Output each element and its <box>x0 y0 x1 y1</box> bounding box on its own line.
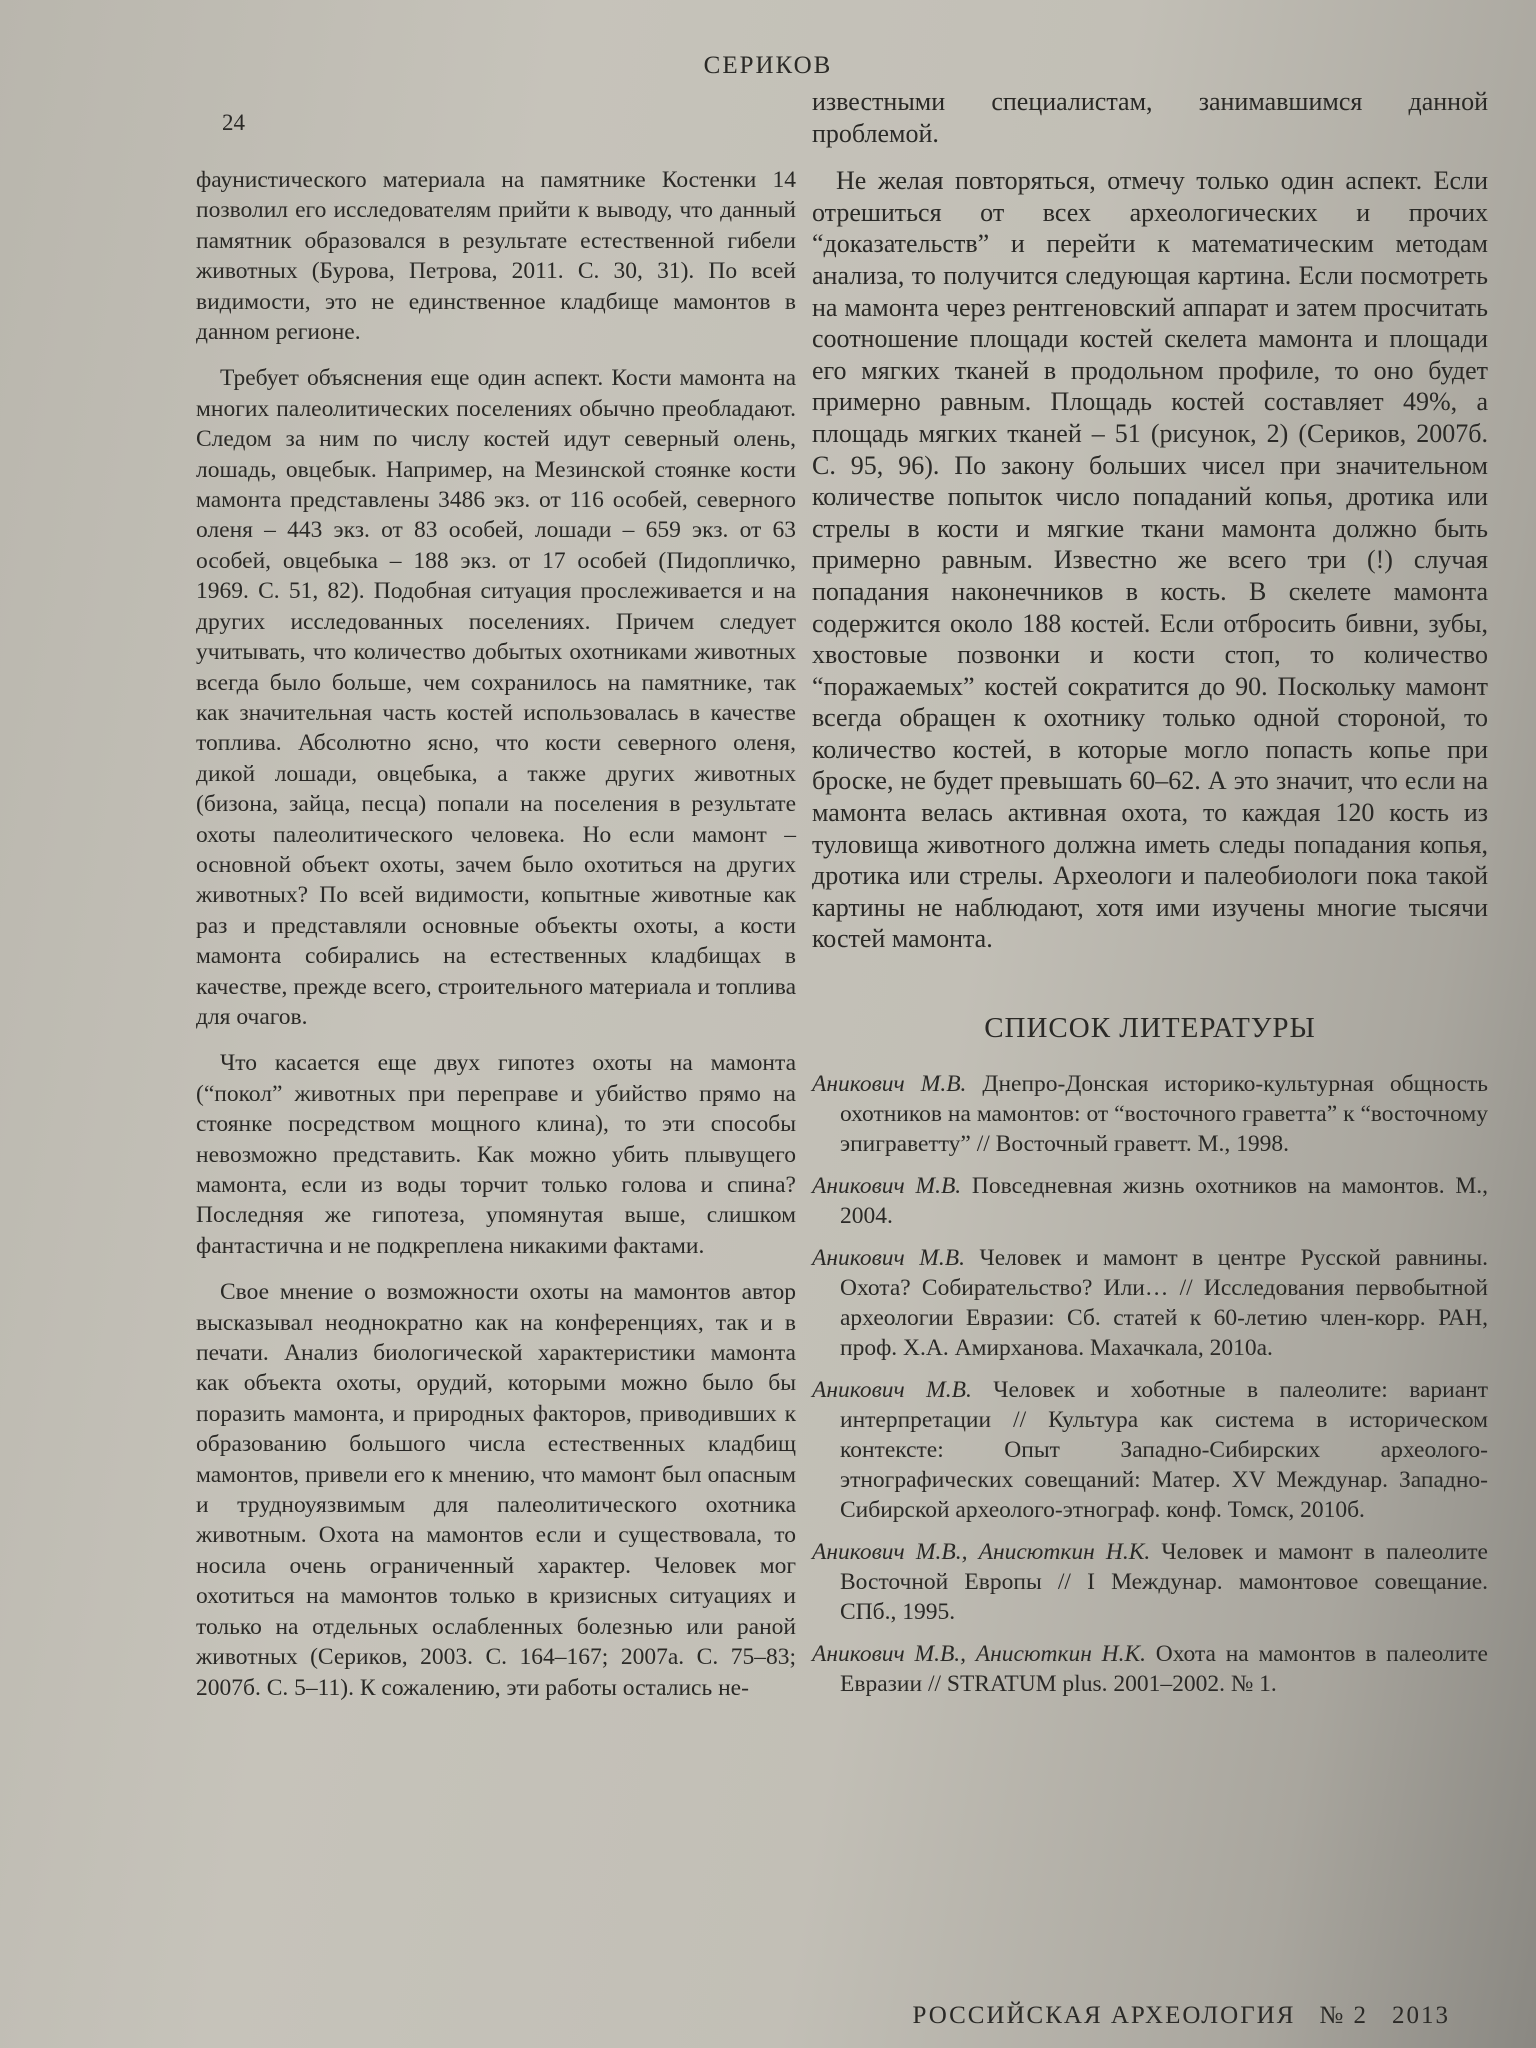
paragraph: Что касается еще двух гипотез охоты на мамонта (“покол” животных при переправе и убийство прямо на стоянке посредством мощного клина), то эти способы невозможно представить. Как можно убить плывущего мамонта, если из воды торчит только голова и спина? Последняя же гипотеза, упомянутая выше, слишком фантастична и не подкреплена никакими фактами. <box>196 1050 796 1259</box>
paragraph: Свое мнение о возможности охоты на мамонтов автор высказывал неоднократно как на конференциях, так и в печати. Анализ биологической характеристики мамонта как объекта охоты, орудий, которыми можно было бы поразить мамонта, и природных факторов, приводивших к образованию большого числа естественных кладбищ мамонтов, привели его к мнению, что мамонт был опасным и трудноуязвимым для палеолитического охотника животным. Охота на мамонтов если и существовала, то носила очень ограниченный характер. Человек мог охотиться на мамонтов только в кризисных ситуациях и только на отдельных ослабленных болезнью или раной животных (Сериков, 2003. С. 164–167; 2007а. С. 75–83; 2007б. С. 5–11). К сожалению, эти работы остались не- <box>196 1279 796 1701</box>
reference-author: Аникович М.В. <box>812 1172 962 1199</box>
reference-text: Человек и мамонт в центре Русской равнины. Охота? Собирательство? Или… // Исследования первобытной археологии Евразии: Сб. статей к 60-летию член-корр. РАН, проф. Х.А. Амирханова. Махачкала, 2010а. <box>840 1244 1488 1361</box>
reference-item <box>812 1639 1488 1699</box>
reference-item <box>812 1375 1488 1525</box>
reference-text: Охота на мамонтов в палеолите Евразии // STRATUM plus. 2001–2002. № 1. <box>840 1640 1488 1697</box>
paragraph: известными специалистам, занимавшимся данной проблемой. <box>812 87 1488 148</box>
reference-text: Днепро-Донская историко-культурная общность охотников на мамонтов: от “восточного граветта” к “восточному эпиграветту” // Восточный граветт. М., 1998. <box>840 1070 1488 1157</box>
reference-author: Аникович М.В. <box>812 1070 967 1097</box>
left-column <box>196 165 796 1719</box>
reference-text: Человек и мамонт в палеолите Восточной Европы // I Междунар. мамонтовое совещание. СПб., 1995. <box>840 1538 1488 1625</box>
reference-item <box>812 1171 1488 1231</box>
reference-author: Аникович М.В. <box>812 1244 965 1271</box>
reference-text: Повседневная жизнь охотников на мамонтов. М., 2004. <box>840 1172 1488 1229</box>
right-column <box>812 86 1488 1711</box>
paragraph: Не желая повторяться, отмечу только один аспект. Если отрешиться от всех археологических и прочих “доказательств” и перейти к математическим методам анализа, то получится следующая картина. Если посмотреть на мамонта через рентгеновский аппарат и затем просчитать соотношение площади костей скелета мамонта и площади его мягких тканей в продольном профиле, то оно будет примерно равным. Площадь костей составляет 49%, а площадь мягких тканей – 51 (рисунок, 2) (Сериков, 2007б. С. 95, 96). По закону больших чисел при значительном количестве попыток число попаданий копья, дротика или стрелы в кости и мягкие ткани мамонта должно быть примерно равным. Известно же всего три (!) случая попадания наконечников в кость. В скелете мамонта содержится около 188 костей. Если отбросить бивни, зубы, хвостовые позвонки и кости стоп, то количество “поражаемых” костей сократится до 90. Поскольку мамонт всегда обращен к охотнику только одной стороной, то количество костей, в которые могло попасть копье при броске, не будет превышать 60–62. А это значит, что если на мамонта велась активная охота, то каждая 120 кость из туловища животного должна иметь следы попадания копья, дротика или стрелы. Археологи и палеобиологи пока такой картины не наблюдают, хотя ими изучены многие тысячи костей мамонта. <box>812 166 1488 954</box>
reference-author: Аникович М.В., Анисюткин Н.К. <box>812 1538 1151 1565</box>
page-footer <box>889 2002 1450 2030</box>
running-title: СЕРИКОВ <box>703 52 833 79</box>
paragraph: фаунистического материала на памятнике Костенки 14 позволил его исследователям прийти к выводу, что данный памятник образовался в результате естественной гибели животных (Бурова, Петрова, 2011. С. 30, 31). По всей видимости, это не единственное кладбище мамонтов в данном регионе. <box>196 167 796 346</box>
reference-author: Аникович М.В. <box>812 1376 972 1403</box>
issue-year: 2013 <box>1392 2002 1450 2029</box>
reference-item <box>812 1069 1488 1159</box>
reference-item <box>812 1537 1488 1627</box>
reference-text: Человек и хоботные в палеолите: вариант интерпретации // Культура как система в историческом контексте: Опыт Западно-Сибирских археолого-этнографических совещаний: Матер. XV Междунар. Западно-Сибирской археолого-этнограф. конф. Томск, 2010б. <box>840 1376 1489 1523</box>
paragraph: Требует объяснения еще один аспект. Кости мамонта на многих палеолитических поселениях обычно преобладают. Следом за ним по числу костей идут северный олень, лошадь, овцебык. Например, на Мезинской стоянке кости мамонта представлены 3486 экз. от 116 особей, северного оленя – 443 экз. от 83 особей, лошади – 659 экз. от 63 особей, овцебыка – 188 экз. от 17 особей (Пидопличко, 1969. С. 51, 82). Подобная ситуация прослеживается и на других исследованных поселениях. Причем следует учитывать, что количество добытых охотниками животных всегда было больше, чем сохранилось на памятнике, так как значительная часть костей использовалась в качестве топлива. Абсолютно ясно, что кости северного оленя, дикой лошади, овцебыка, а также других животных (бизона, зайца, песца) попали на поселения в результате охоты палеолитического человека. Но если мамонт – основной объект охоты, зачем было охотиться на других животных? По всей видимости, копытные животные как раз и представляли основные объекты охоты, а кости мамонта собирались на естественных кладбищах в качестве, прежде всего, строительного материала и топлива для очагов. <box>196 365 796 1030</box>
page-number: 24 <box>222 110 245 135</box>
journal-name: РОССИЙСКАЯ АРХЕОЛОГИЯ <box>912 2002 1296 2029</box>
reference-author: Аникович М.В., Анисюткин Н.К. <box>812 1640 1146 1667</box>
references-title: СПИСОК ЛИТЕРАТУРЫ <box>984 1012 1316 1045</box>
issue-number: № 2 <box>1319 2002 1368 2029</box>
reference-item <box>812 1243 1488 1363</box>
